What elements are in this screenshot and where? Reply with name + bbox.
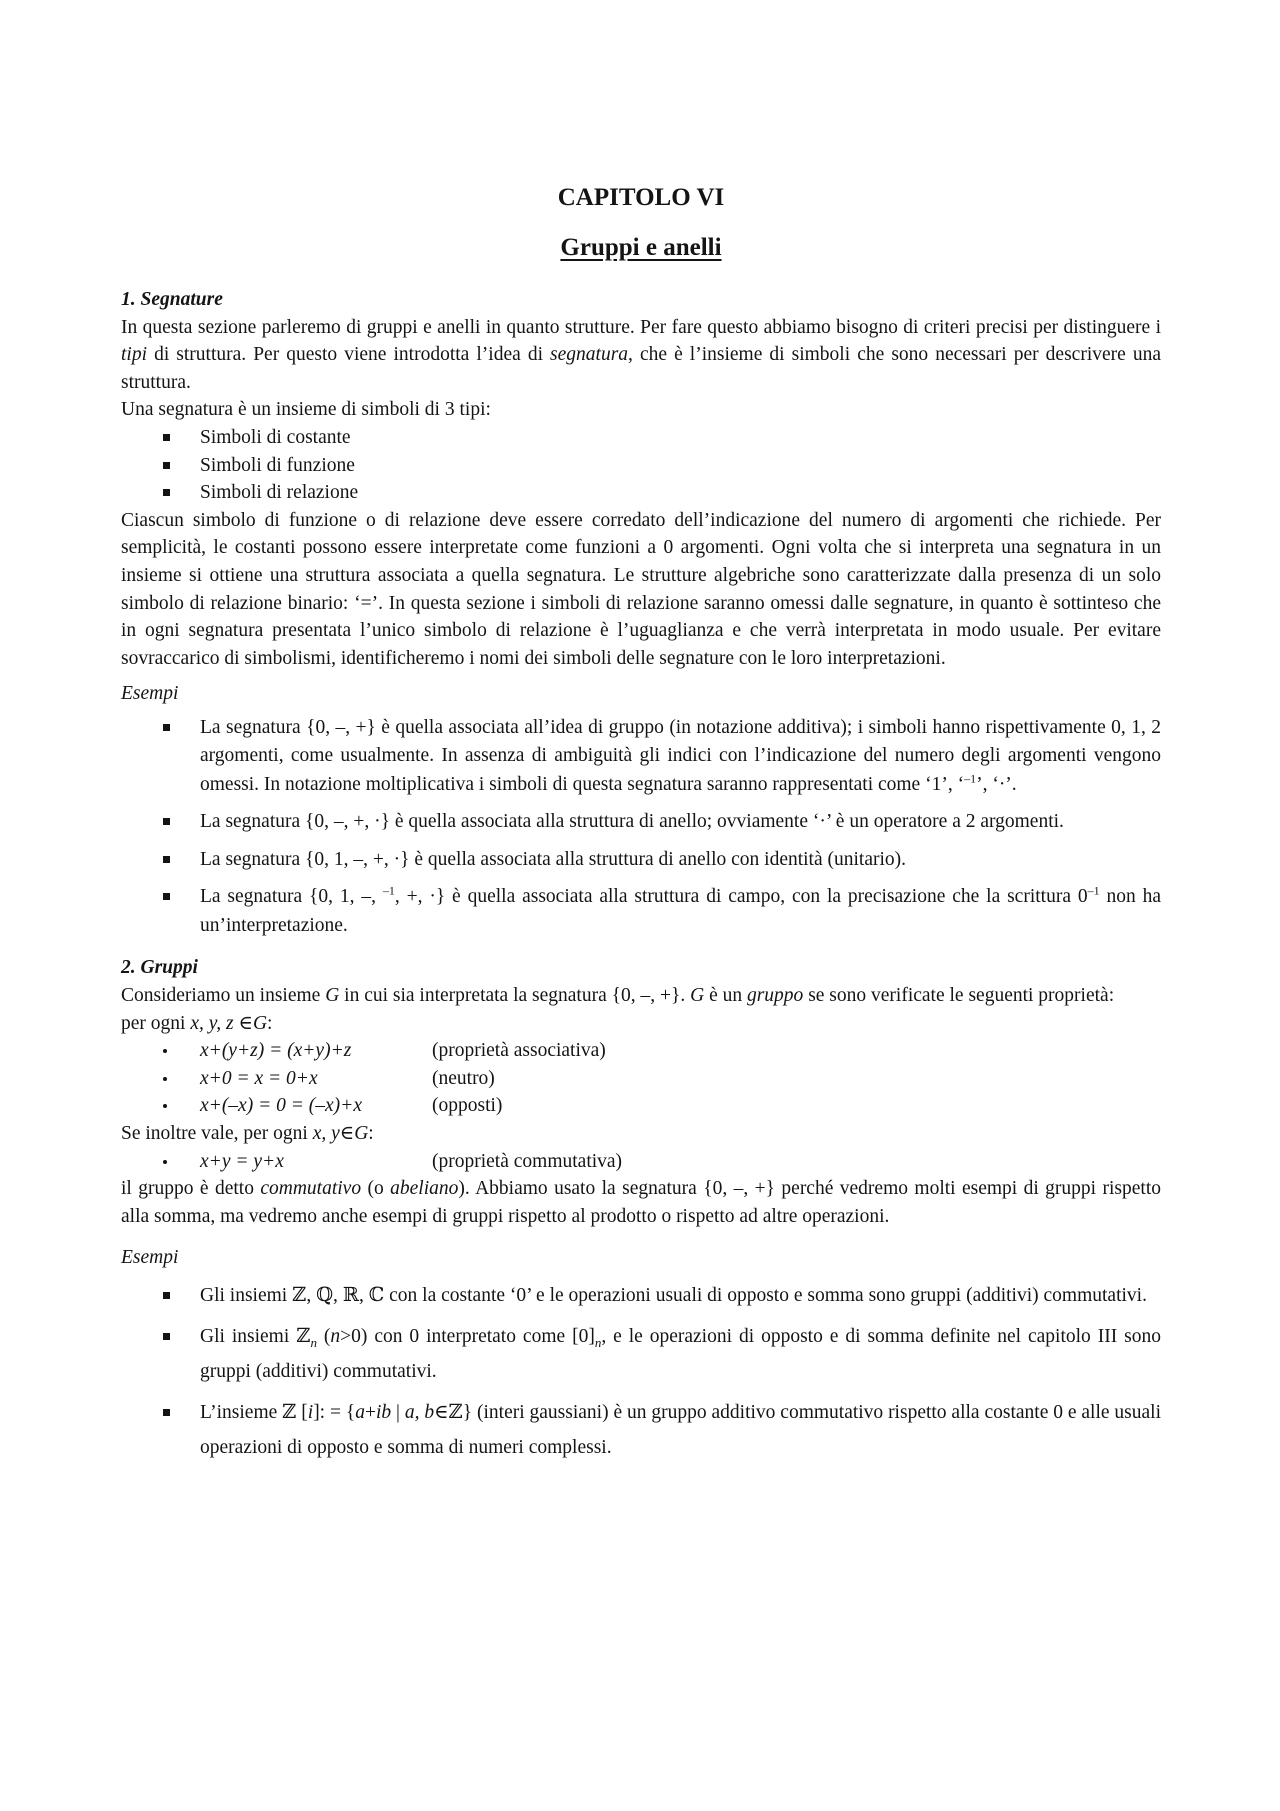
paragraph-group-definition <box>121 982 1161 1010</box>
list-item <box>121 1278 1161 1313</box>
math-var: n <box>330 1325 341 1347</box>
text-run: ∈ℤ} (interi gaussiani) è un gruppo additivo commutativo rispetto alla costante 0 e alle usuali operazioni di opposto e somma di numeri complessi. <box>200 1401 1162 1458</box>
text-run: La segnatura {0, –, +} è quella associata all’idea di gruppo (in notazione additiva); i simboli hanno rispettivamente 0, 1, 2 argomenti, come usualmente. In assenza di ambiguità gli indici con l’indicazione del numero degli argomenti vengono omessi. In notazione moltiplicativa i simboli di questa segnatura saranno rappresentati come ‘1’, ‘ <box>200 716 1161 795</box>
math-var: ib <box>375 1401 392 1423</box>
text-run: >0) con 0 interpretato come [0] <box>340 1325 595 1347</box>
square-bullet-icon <box>163 893 170 900</box>
dot-bullet-icon <box>163 1077 167 1081</box>
list-item <box>121 452 1161 480</box>
axiom-row <box>121 1065 1161 1093</box>
text-run: il gruppo è detto <box>121 1178 261 1200</box>
text-run: , e le operazioni di opposto e di somma definite nel capitolo III sono gruppi (additivi) commutativi. <box>200 1325 1161 1382</box>
text-run: (o <box>361 1178 391 1200</box>
list-item <box>121 808 1161 837</box>
text-run: | <box>391 1401 405 1423</box>
text-run: : <box>267 1012 273 1034</box>
superscript: –1 <box>1087 883 1100 898</box>
text-run: Gli insiemi ℤ <box>200 1325 311 1347</box>
text-run: se sono verificate le seguenti proprietà: <box>803 985 1115 1006</box>
chapter-heading: CAPITOLO VI <box>557 184 725 211</box>
square-bullet-icon <box>163 489 170 496</box>
page-content <box>121 178 1161 1471</box>
text-run: , +, ·} è quella associata alla struttura di campo, con la precisazione che la scrittura 0 <box>394 886 1088 908</box>
text-run: non ha un’interpretazione. <box>200 886 1161 936</box>
dot-bullet-icon <box>163 1160 167 1164</box>
math-var: n <box>310 1334 317 1350</box>
text-run: : <box>368 1122 374 1144</box>
axiom-row <box>121 1037 1161 1065</box>
list-item-text: Simboli di funzione <box>200 454 355 476</box>
math-var: n <box>594 1334 602 1350</box>
text-run: ). Abbiamo usato la segnatura {0, –, +} perché vedremo molti esempi di gruppi rispetto alla somma, ma vedremo anche esempi di gruppi rispetto al prodotto o rispetto ad altre operazioni. <box>121 1178 1161 1227</box>
text-run: L’insieme ℤ [ <box>200 1401 308 1423</box>
square-bullet-icon <box>163 462 170 469</box>
text-run: ]: = { <box>313 1401 356 1423</box>
math-expr: x, y, z ∈G <box>190 1012 268 1034</box>
forall-line <box>121 1010 1161 1038</box>
group-axioms <box>121 1037 1161 1120</box>
text-run: ’, ‘·’. <box>976 773 1017 795</box>
dot-bullet-icon <box>163 1049 167 1053</box>
signature-examples-list <box>121 714 1161 941</box>
square-bullet-icon <box>163 1292 170 1299</box>
list-item-text: Simboli di costante <box>200 426 351 448</box>
list-item-text: La segnatura {0, 1, –, +, ·} è quella associata alla struttura di anello con identità (unitario). <box>200 848 907 870</box>
section-heading-segnature: 1. Segnature <box>121 289 223 310</box>
math-var: a <box>355 1401 365 1423</box>
list-item <box>121 883 1161 940</box>
axiom-description: (proprietà commutativa) <box>432 1150 623 1172</box>
square-bullet-icon <box>163 434 170 441</box>
list-item-text: La segnatura {0, –, +, ·} è quella associata alla struttura di anello; ovviamente ‘·’ è un operatore a 2 argomenti. <box>200 811 1064 833</box>
list-item-text: Simboli di relazione <box>200 482 359 504</box>
superscript: –1 <box>382 883 395 898</box>
text-run: Se inoltre vale, per ogni <box>121 1122 313 1144</box>
math-expr: x, y∈G <box>312 1122 369 1144</box>
section-heading-gruppi: 2. Gruppi <box>121 957 198 979</box>
axiom-formula: x+0 = x = 0+x <box>200 1067 318 1089</box>
term-abeliano: abeliano <box>390 1178 459 1200</box>
square-bullet-icon <box>163 1409 170 1416</box>
axiom-description: (opposti) <box>432 1095 503 1117</box>
term-tipi: tipi <box>121 344 148 366</box>
axiom-formula: x+(–x) = 0 = (–x)+x <box>200 1095 362 1117</box>
list-item <box>121 424 1161 452</box>
axiom-description: (neutro) <box>432 1067 495 1089</box>
chapter-title-text: Gruppi e anelli <box>560 234 722 261</box>
square-bullet-icon <box>163 1333 170 1340</box>
axiom-row <box>121 1092 1161 1120</box>
axiom-description: (proprietà associativa) <box>432 1040 606 1062</box>
examples-label: Esempi <box>121 1247 179 1269</box>
text-run: Consideriamo un insieme <box>121 985 326 1006</box>
symbol-types-list <box>121 424 1161 507</box>
list-item <box>121 1319 1161 1389</box>
math-var: G <box>690 985 705 1006</box>
paragraph-signatures: Ciascun simbolo di funzione o di relazione deve essere corredato dell’indicazione del numero di argomenti che richiede. Per semplicità, le costanti possono essere interpretate come funzioni a 0 argomenti. Ogni volta che si interpreta una segnatura in un insieme si ottiene una struttura associata a quella segnatura. Le strutture algebriche sono caratterizzate dalla presenza di un solo simbolo di relazione binario: ‘=’. In questa sezione i simboli di relazione saranno omessi dalle segnature, in quanto è sottinteso che in ogni segnatura presentata l’unico simbolo di relazione è l’uguaglianza e che verrà interpretata in modo usuale. Per evitare sovraccarico di simbolismi, identificheremo i nomi dei simboli delle segnature con le loro interpretazioni. <box>121 509 1161 669</box>
commutative-axiom <box>121 1148 1161 1176</box>
list-item <box>121 846 1161 875</box>
text-run: è un <box>704 985 747 1006</box>
chapter-title <box>121 230 1161 266</box>
dot-bullet-icon <box>163 1104 167 1108</box>
list-item-text: Gli insiemi ℤ, ℚ, ℝ, ℂ con la costante ‘0’ e le operazioni usuali di opposto e somma sono gruppi (additivi) commutativi. <box>200 1284 1147 1306</box>
term-commutativo: commutativo <box>260 1178 362 1200</box>
text-run: + <box>364 1401 376 1423</box>
list-item <box>121 714 1161 800</box>
math-var: i <box>307 1401 314 1423</box>
paragraph-symbol-types: Una segnatura è un insieme di simboli di 3 tipi: <box>121 399 491 421</box>
term-segnatura: segnatura <box>550 344 629 366</box>
group-examples-list <box>121 1278 1161 1465</box>
paragraph-commutative <box>121 1175 1161 1230</box>
square-bullet-icon <box>163 818 170 825</box>
text-run: , che è l’insieme di simboli che sono necessari per descrivere una struttura. <box>121 344 1161 393</box>
square-bullet-icon <box>163 856 170 863</box>
term-gruppo: gruppo <box>746 985 804 1006</box>
list-item <box>121 479 1161 507</box>
paragraph-intro <box>121 314 1161 397</box>
axiom-row <box>121 1148 1161 1176</box>
list-item <box>121 1395 1161 1465</box>
square-bullet-icon <box>163 724 170 731</box>
forall-line <box>121 1120 1161 1148</box>
text-run: di struttura. Per questo viene introdotta l’idea di <box>147 344 551 366</box>
text-run: in cui sia interpretata la segnatura {0, –, +}. <box>339 985 691 1006</box>
axiom-formula: x+(y+z) = (x+y)+z <box>200 1040 352 1062</box>
text-run: per ogni <box>121 1012 191 1034</box>
axiom-formula: x+y = y+x <box>200 1150 284 1172</box>
text-run: In questa sezione parleremo di gruppi e anelli in quanto strutture. Per fare questo abbiamo bisogno di criteri precisi per distinguere i <box>121 316 1161 338</box>
superscript: –1 <box>964 771 977 786</box>
examples-label: Esempi <box>121 683 179 705</box>
math-var: a, b <box>404 1401 435 1423</box>
math-var: G <box>325 985 340 1006</box>
text-run: ( <box>316 1325 331 1347</box>
text-run: La segnatura {0, 1, –, <box>200 886 383 908</box>
